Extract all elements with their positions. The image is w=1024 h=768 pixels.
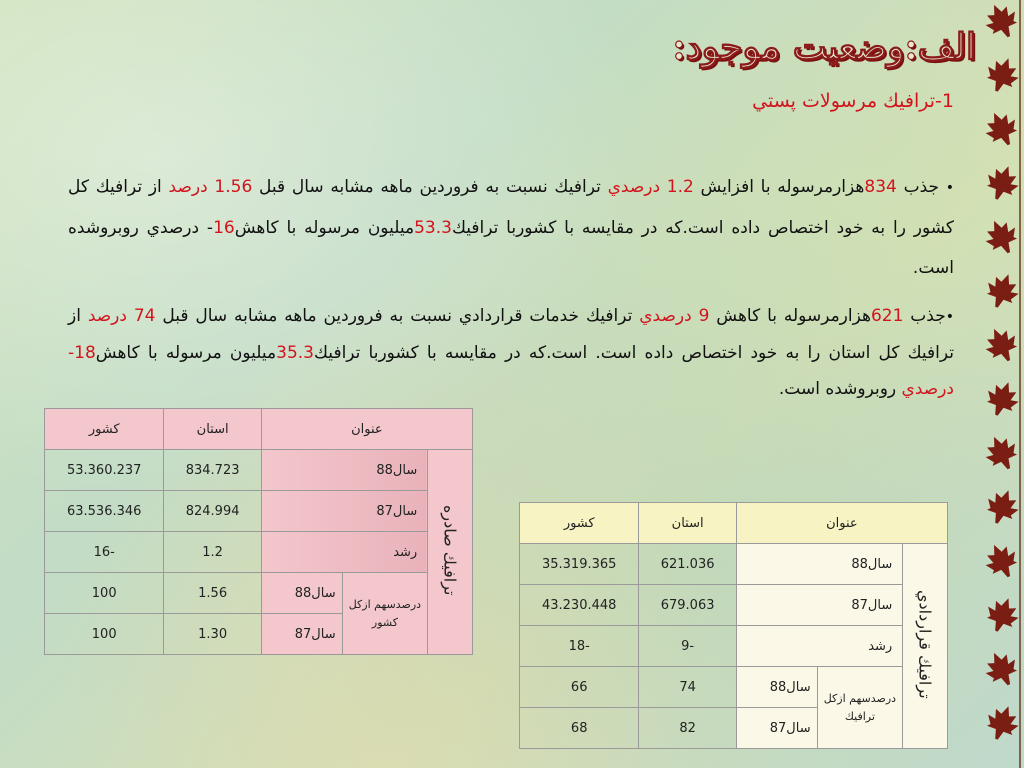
cell-country: 68	[520, 708, 639, 749]
cell-country: -18	[520, 626, 639, 667]
cell-province: 834.723	[164, 450, 261, 491]
row-label: سال87	[736, 585, 902, 626]
table-row	[520, 626, 948, 667]
row-label: سال88	[261, 573, 342, 614]
maple-leaf-border	[976, 0, 1024, 768]
text: روبروشده است.	[778, 379, 902, 399]
value: 53.3	[414, 218, 452, 238]
maple-leaf-icon	[981, 593, 1023, 637]
maple-leaf-icon	[979, 646, 1023, 692]
row-label: سال87	[261, 614, 342, 655]
cell-country: 53.360.237	[45, 450, 164, 491]
cell-province: 621.036	[639, 544, 736, 585]
page-title: الف:وضعيت موجود:	[672, 26, 976, 68]
cell-country: 43.230.448	[520, 585, 639, 626]
maple-leaf-icon	[981, 485, 1023, 529]
section-subtitle: 1-ترافيك مرسولات پستي	[752, 90, 954, 112]
table-row	[45, 573, 473, 614]
cell-province: 1.30	[164, 614, 261, 655]
maple-leaf-icon	[981, 269, 1023, 313]
maple-leaf-icon	[979, 106, 1023, 152]
value: 1.56 درصد	[168, 177, 253, 197]
text: ميليون مرسوله با كاهش	[234, 218, 415, 238]
maple-leaf-icon	[976, 0, 1024, 768]
text: هزارمرسوله با افزايش	[693, 177, 865, 197]
maple-leaf-icon	[979, 322, 1023, 368]
contract-traffic-table	[519, 502, 948, 749]
text: - درصدي روبروشده است.	[68, 218, 954, 278]
share-label: درصدسهم ازكل ترافيك	[817, 667, 903, 749]
cell-country: 100	[45, 573, 164, 614]
cell-province: 1.56	[164, 573, 261, 614]
cell-province: 824.994	[164, 491, 261, 532]
maple-leaf-icon	[979, 0, 1023, 44]
value: 621	[870, 306, 904, 326]
cell-country: 35.319.365	[520, 544, 639, 585]
row-label: رشد	[261, 532, 427, 573]
text: جذب	[903, 306, 946, 326]
value: 18	[74, 343, 96, 363]
value: 16	[213, 218, 235, 238]
outgoing-traffic-table	[44, 408, 473, 655]
cell-province: -9	[639, 626, 736, 667]
maple-leaf-icon	[981, 701, 1023, 745]
text: ترافيك خدمات قراردادي نسبت به فروردين ماهه مشابه سال قبل	[155, 306, 640, 326]
table-header-row	[520, 503, 948, 544]
maple-leaf-icon	[981, 161, 1023, 205]
cell-province: 82	[639, 708, 736, 749]
header-province: استان	[639, 503, 736, 544]
maple-leaf-icon	[979, 430, 1023, 476]
table-header-row	[45, 409, 473, 450]
cell-country: 63.536.346	[45, 491, 164, 532]
header-country: كشور	[520, 503, 639, 544]
table-row	[520, 544, 948, 585]
value: 74 درصد	[87, 306, 156, 326]
text: جذب	[896, 177, 940, 197]
value: 9 درصدي	[639, 306, 710, 326]
row-label: سال87	[261, 491, 427, 532]
value: 35.3	[276, 343, 314, 363]
cell-province: 74	[639, 667, 736, 708]
group-label: ترافيك قراردادي	[903, 544, 948, 749]
cell-province: 1.2	[164, 532, 261, 573]
row-label: سال88	[736, 544, 902, 585]
text: ميليون مرسوله با كاهش	[95, 343, 277, 363]
table-row	[45, 491, 473, 532]
bullet-icon: •	[945, 309, 955, 325]
bullet-icon: •	[945, 180, 955, 196]
text: هزارمرسوله با كاهش	[709, 306, 871, 326]
maple-leaf-icon	[981, 53, 1023, 97]
value: - درصدي	[68, 343, 954, 399]
header-title: عنوان	[261, 409, 472, 450]
share-label: درصدسهم ازكل كشور	[342, 573, 428, 655]
table-row	[520, 667, 948, 708]
maple-leaf-icon	[979, 214, 1023, 260]
maple-leaf-icon	[981, 377, 1023, 421]
cell-country: -16	[45, 532, 164, 573]
value: 834	[864, 177, 897, 197]
row-label: سال87	[736, 708, 817, 749]
text: از ترافيك كل استان را به خود اختصاص داده است. است.كه در مقايسه با كشوربا ترافيك	[68, 306, 954, 363]
text: ترافيك نسبت به فروردين ماهه مشابه سال قبل	[252, 177, 608, 197]
group-label: ترافيك صادره	[428, 450, 473, 655]
value: 1.2 درصدي	[607, 177, 694, 197]
table-row	[45, 532, 473, 573]
table-row	[520, 585, 948, 626]
row-label: رشد	[736, 626, 902, 667]
cell-country: 66	[520, 667, 639, 708]
header-province: استان	[164, 409, 261, 450]
paragraph-contract-traffic	[68, 298, 954, 407]
row-label: سال88	[736, 667, 817, 708]
paragraph-outgoing-traffic	[68, 167, 954, 288]
text: از ترافيك كل كشور را به خود اختصاص داده است.كه در مقايسه با كشوربا ترافيك	[68, 177, 954, 238]
table-row	[45, 450, 473, 491]
header-title: عنوان	[736, 503, 947, 544]
cell-province: 679.063	[639, 585, 736, 626]
maple-leaf-icon	[979, 538, 1023, 584]
header-country: كشور	[45, 409, 164, 450]
row-label: سال88	[261, 450, 427, 491]
cell-country: 100	[45, 614, 164, 655]
